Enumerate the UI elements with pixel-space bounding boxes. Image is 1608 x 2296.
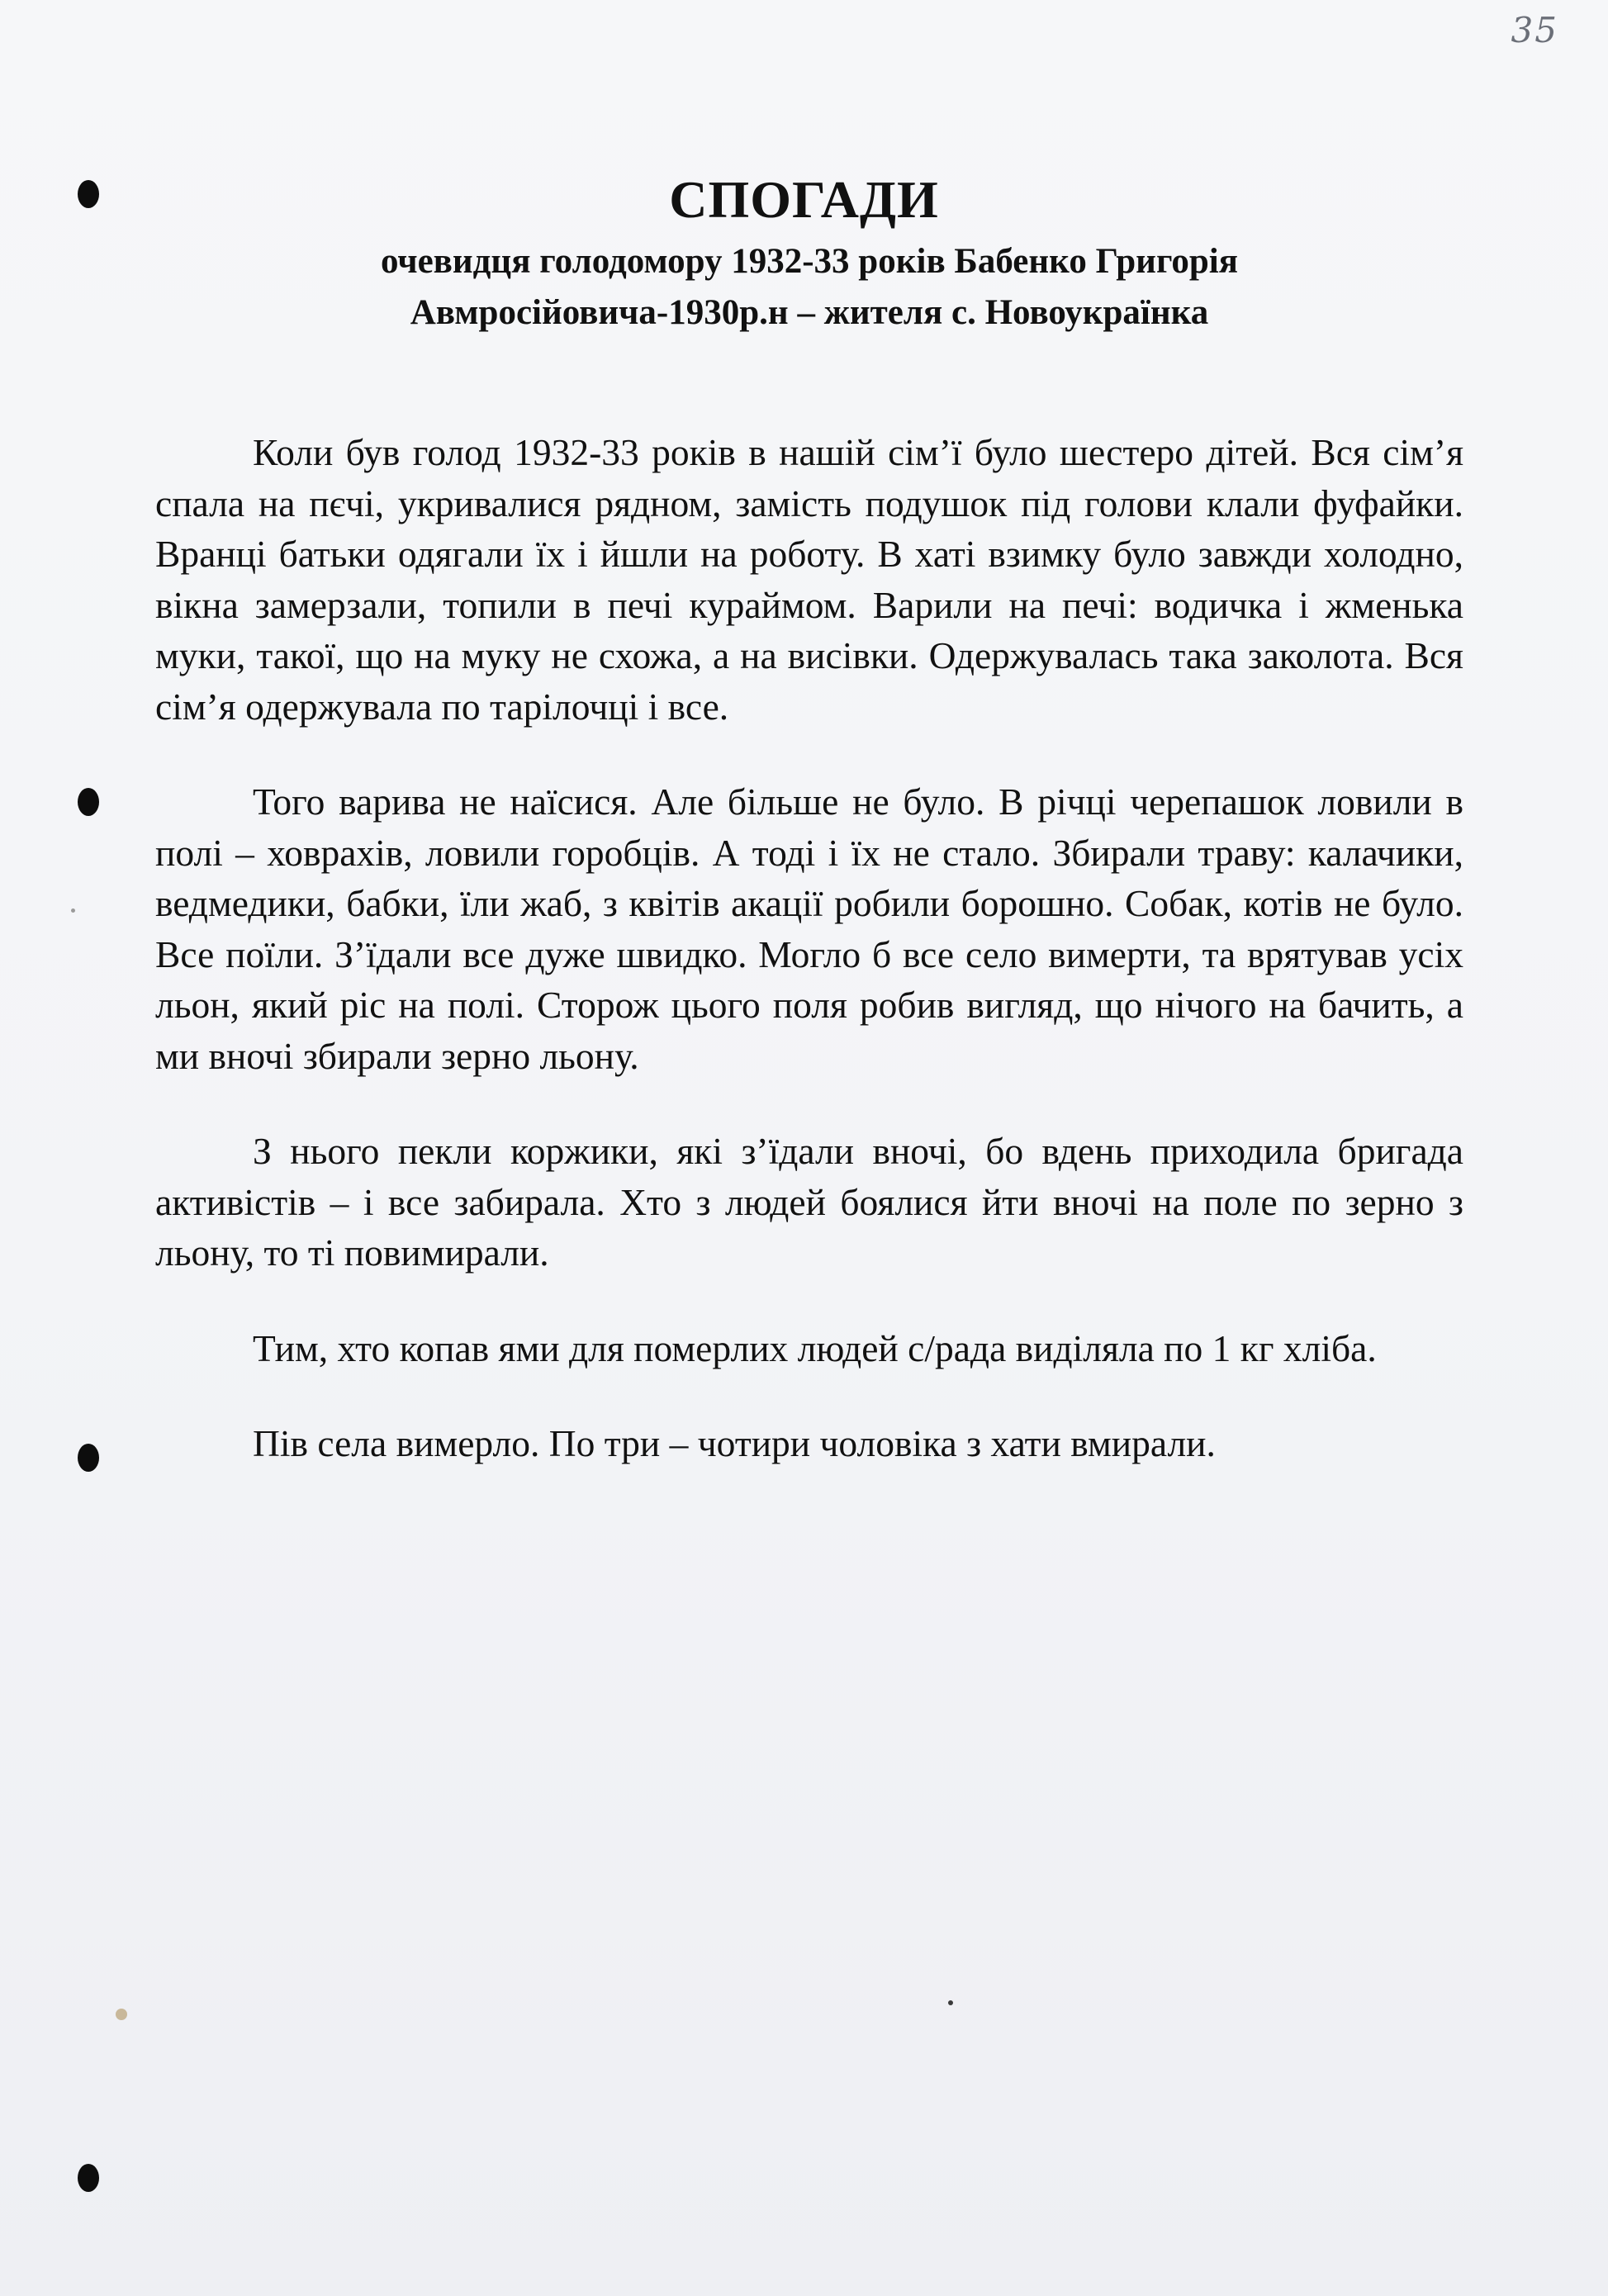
body-paragraph: Коли був голод 1932-33 років в нашій сім’ї було шестеро дітей. Вся сім’я спала на пєчі, укривалися рядном, замість подушок під голови клали фуфайки. Вранці батьки одягали їх і йшли на роботу. В хаті взимку було завжди холодно, вікна замерзали, топили в печі кураймом. Варили на печі: водичка і жменька муки, такої, що на муку не схожа, а на висівки. Одержувалась така заколота. Вся сім’я одержувала по тарілочці і все.	[155, 431, 1463, 728]
body-paragraph: Того варива не наїсися. Але більше не було. В річці черепашок ловили в полі – ховрахів, ловили горобців. А тоді і їх не стало. Збирали траву: калачики, ведмедики, бабки, їли жаб, з квітів акації робили борошно. Собак, котів не було. Все поїли. З’їдали все дуже швидко. Могло б все село вимерти, та врятував усіх льон, який ріс на полі. Сторож цього поля робив вигляд, що нічого на бачить, а ми вночі збирали зерно льону.	[155, 780, 1463, 1077]
scan-speck	[948, 2000, 953, 2005]
document-subtitle: очевидця голодомору 1932-33 років Бабенко Григорія Авмросійовича-1930р.н – жителя с. Новоукраїнка	[380, 242, 1239, 332]
body-paragraph: З нього пекли коржики, які з’їдали вночі, бо вдень приходила бригада активістів – і все забирала. Хто з людей боялися йти вночі на поле по зерно з льону, то ті повимирали.	[155, 1130, 1463, 1274]
document-title: СПОГАДИ	[669, 170, 939, 229]
scan-speck	[71, 908, 75, 913]
punch-hole-icon	[78, 2164, 99, 2192]
handwritten-page-number: 35	[1511, 10, 1558, 50]
body-paragraph: Пів села вимерло. По три – чотири чоловіка з хати вмирали.	[253, 1422, 1216, 1464]
punch-hole-icon	[78, 1444, 99, 1472]
scan-speck	[116, 2009, 127, 2020]
punch-hole-icon	[78, 788, 99, 816]
body-paragraph: Тим, хто копав ями для померлих людей с/рада виділяла по 1 кг хліба.	[253, 1326, 1377, 1369]
document-body	[155, 427, 1463, 1514]
